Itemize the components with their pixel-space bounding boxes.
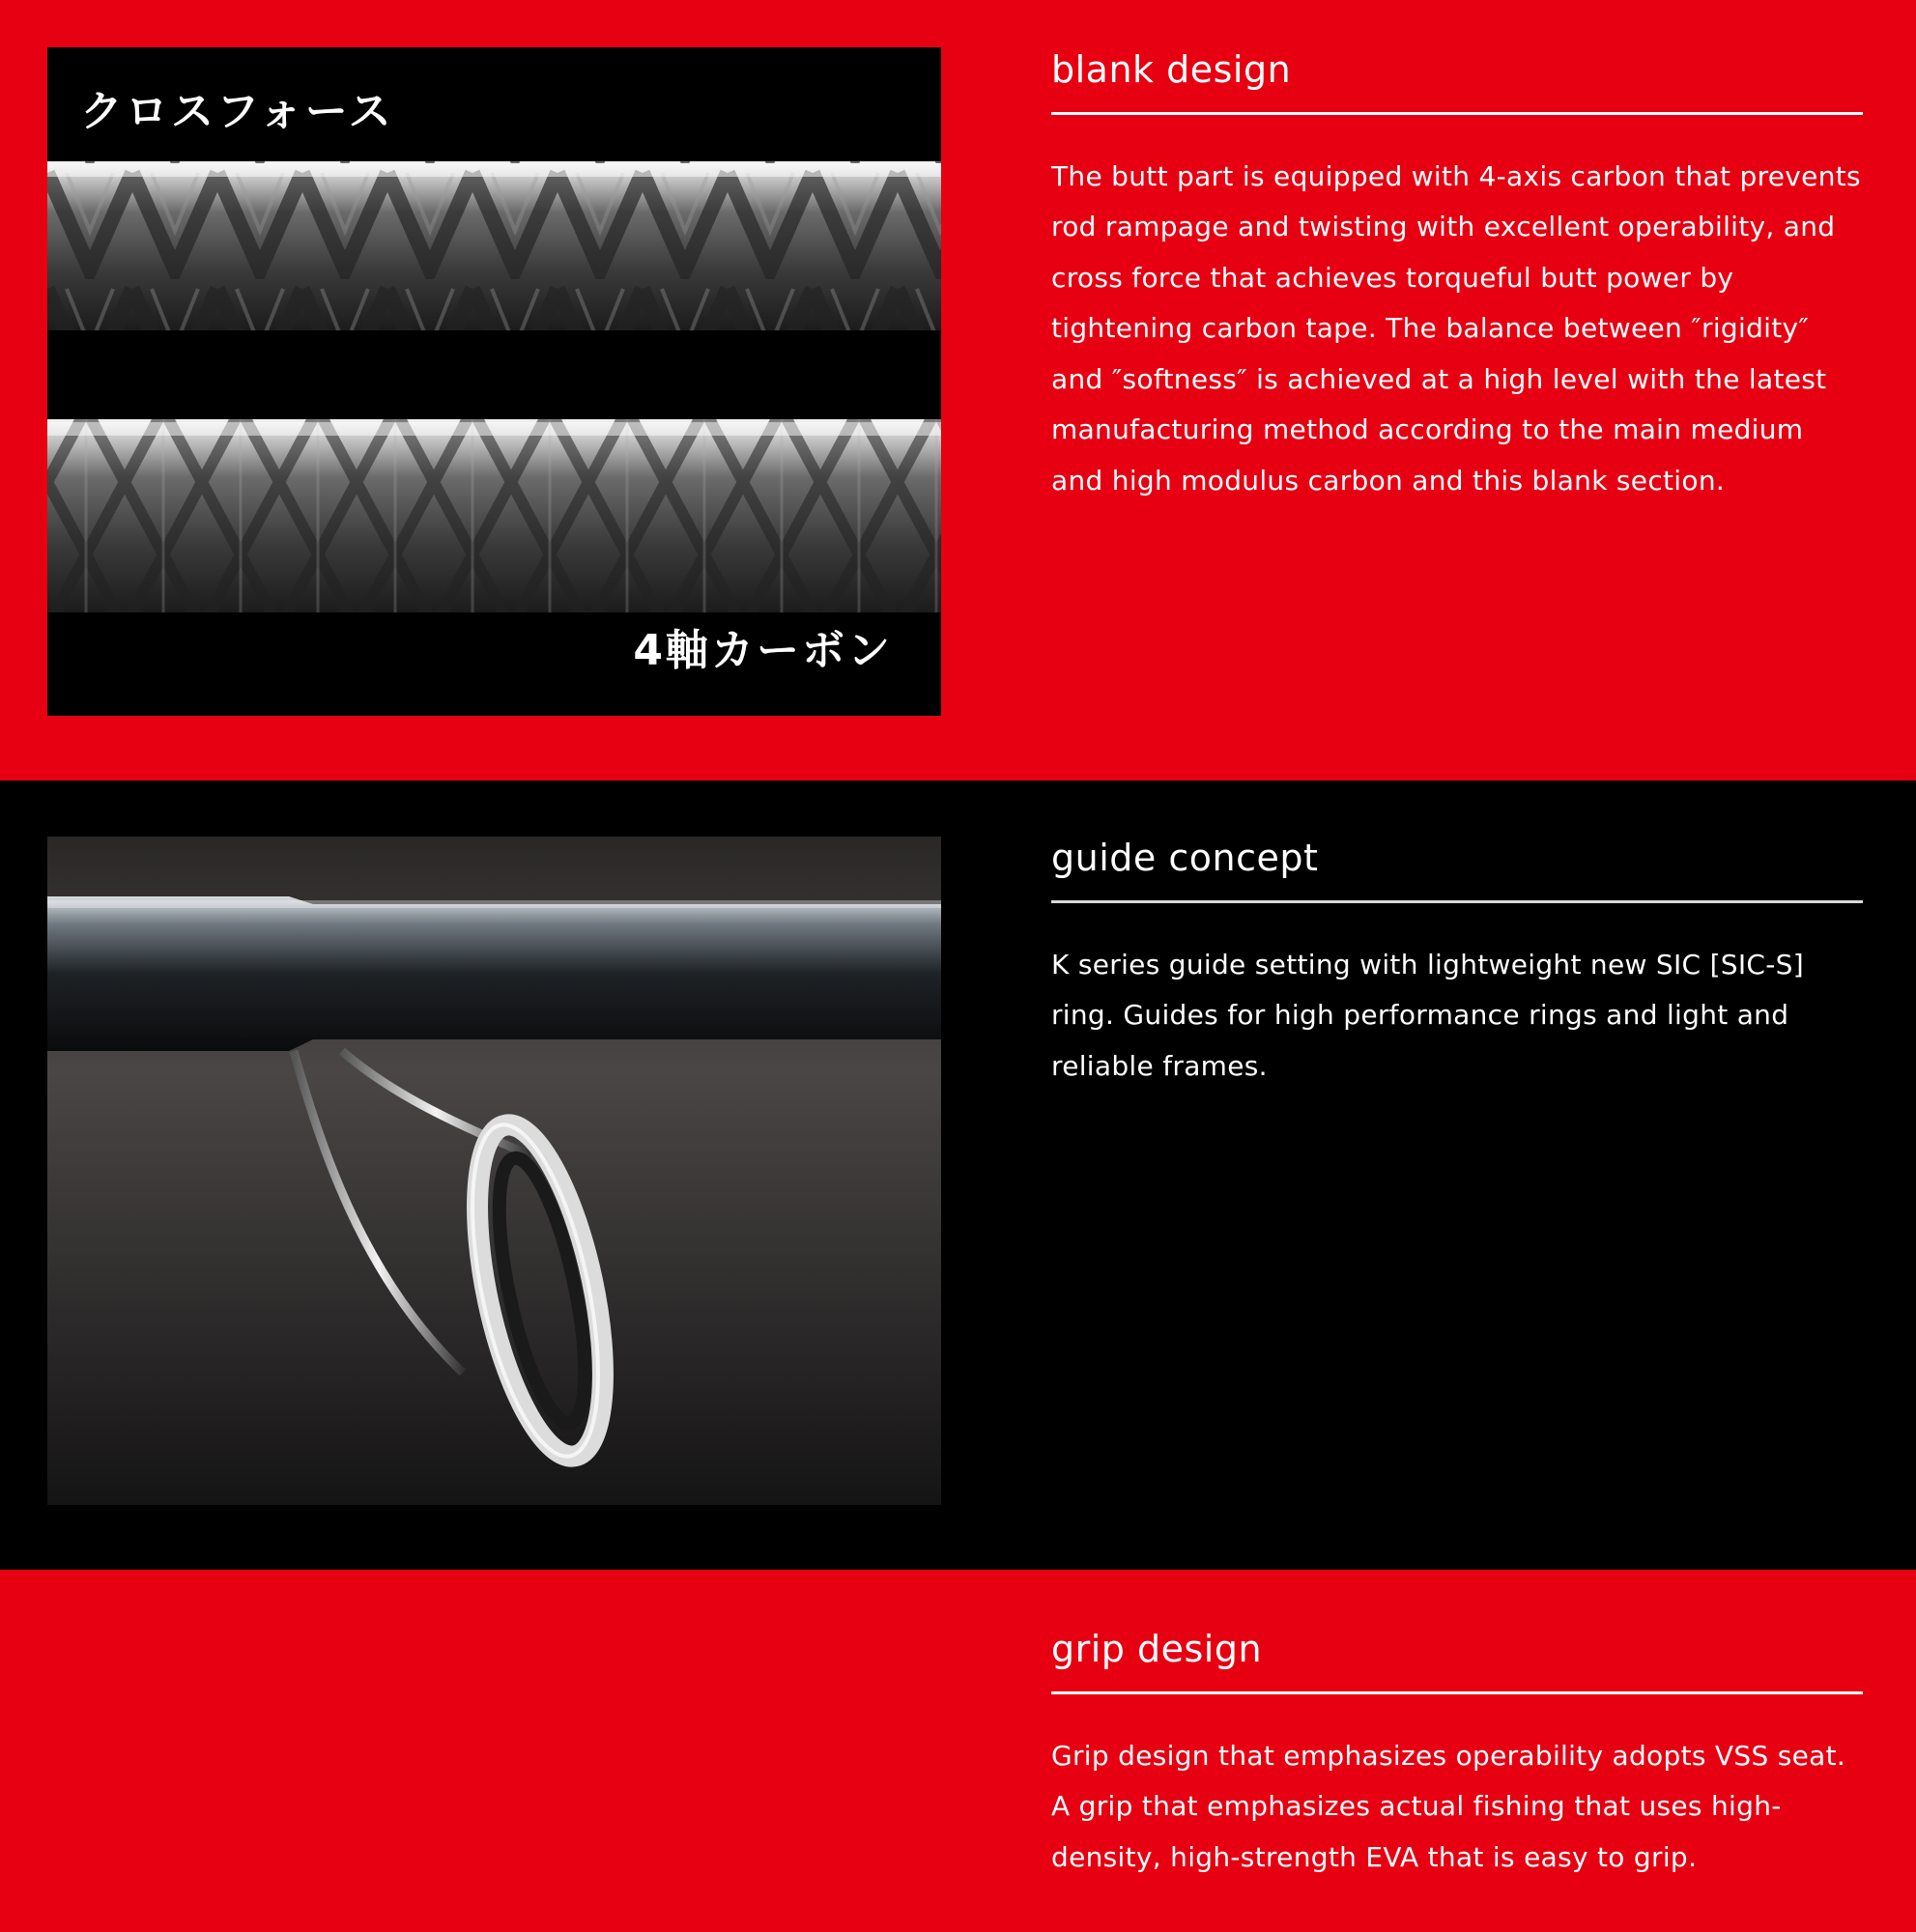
title-divider [1051,900,1863,903]
carbon-blank-photo [47,47,941,716]
section-title: guide concept [1051,837,1319,879]
cross-force-label: クロスフォース [80,87,394,136]
section-body: K series guide setting with lightweight new SIC [SIC-S] ring. Guides for high performance rings and light and reliable frames. [1051,948,1804,1082]
section-title: blank design [1051,48,1292,91]
guide-illustration [47,837,941,1505]
guide-photo [47,837,941,1505]
section-body: Grip design that emphasizes operability adopts VSS seat. A grip that emphasizes actual fishing that uses high-density, high-strength EVA that is easy to grip. [1051,1739,1846,1873]
grip-design-section [0,1570,1916,1932]
title-divider [1051,112,1863,115]
guide-concept-section [0,781,1916,1570]
blank-design-text [1051,48,1863,506]
section-body: The butt part is equipped with 4-axis carbon that prevents rod rampage and twisting with excellent operability, and cross force that achieves torqueful butt power by tightening carbon tape. The balance between ″rigidity″ and ″softness″ is achieved at a high level with the latest manufacturing method according to the main medium and high modulus carbon and this blank section. [1051,159,1861,497]
blank-design-section [0,0,1916,781]
grip-design-text [1051,1628,1863,1883]
section-title: grip design [1051,1628,1263,1670]
four-axis-carbon-label: 4軸カーボン [633,626,893,675]
title-divider [1051,1691,1863,1694]
guide-concept-text [1051,837,1863,1092]
